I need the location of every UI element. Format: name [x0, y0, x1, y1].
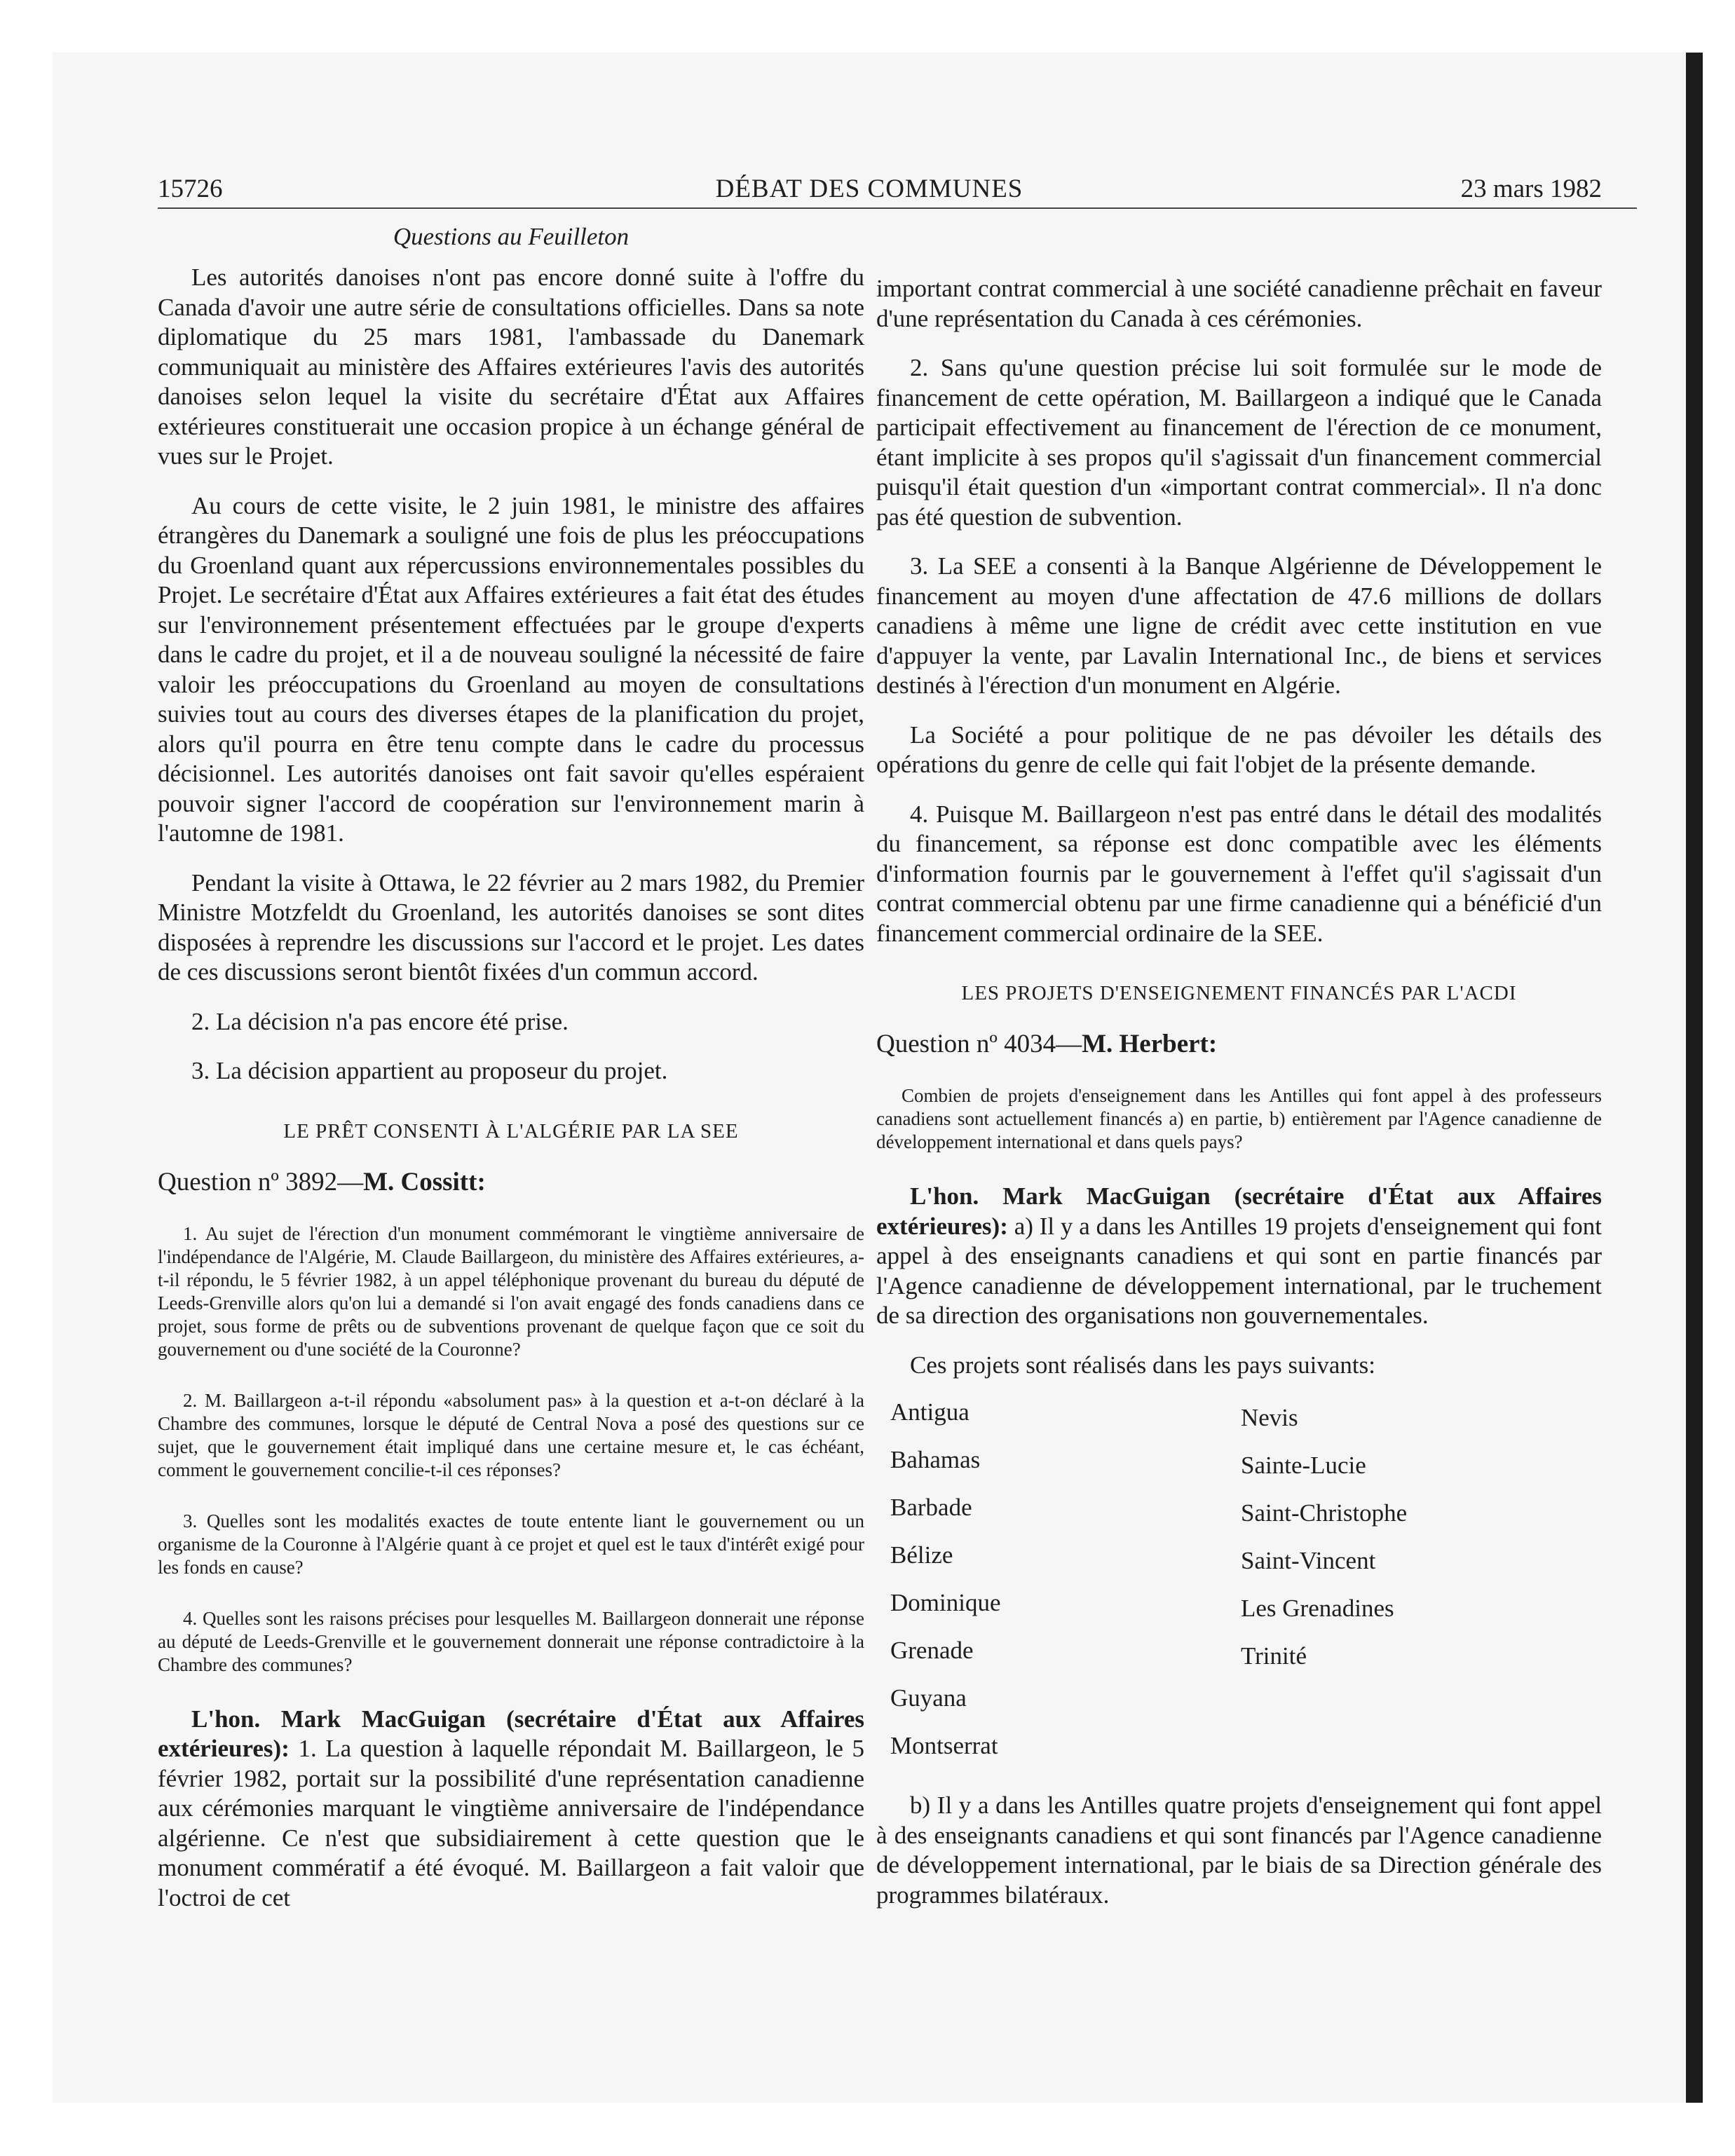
country-item: Dominique: [890, 1589, 1001, 1616]
country-item: Saint-Christophe: [1241, 1499, 1408, 1527]
paragraph: 2. La décision n'a pas encore été prise.: [191, 1007, 569, 1035]
countries-intro: Ces projets sont réalisés dans les pays suivants:: [910, 1351, 1375, 1379]
country-item: Bélize: [890, 1541, 953, 1569]
paragraph: 2. Sans qu'une question précise lui soit formulée sur le mode de financement de cette opération, M. Baillargeon a indiqué que le Canada participait effectivement au financement de l'érection de ce monument, étant implicite à ses propos qu'il s'agissait d'un financement commercial puisqu'il était question d'un «important contrat commercial». Il n'a donc pas été question de subvention.: [876, 354, 1602, 531]
question-item: 3. Quelles sont les modalités exactes de toute entente liant le gouvernement ou un organisme de la Couronne à l'Algérie quant à ce projet et quel est le taux d'intérêt exigé pour les fonds en cause?: [158, 1510, 864, 1578]
answer-paragraph: [158, 1705, 864, 1913]
country-item: Montserrat: [890, 1732, 998, 1759]
left-column: [158, 214, 864, 1913]
paragraph: 3. La décision appartient au proposeur du projet.: [191, 1057, 668, 1084]
document-page: [53, 53, 1686, 2103]
scan-edge: [1686, 53, 1703, 2103]
paragraph: Pendant la visite à Ottawa, le 22 février au 2 mars 1982, du Premier Ministre Motzfeldt du Groenland, les autorités danoises se sont dites disposées à reprendre les discussions sur l'accord et le projet. Les dates de ces discussions seront bientôt fixées d'un commun accord.: [158, 868, 864, 985]
header-rule: [158, 207, 1637, 209]
page-date: 23 mars 1982: [1460, 175, 1602, 203]
paragraph: 3. La SEE a consenti à la Banque Algérienne de Développement le financement au moyen d'une affectation de 47.6 millions de dollars canadiens à même une ligne de crédit avec cette institution en vue d'appuyer la vente, par Lavalin International Inc., de biens et services destinés à l'érection d'un monument en Algérie.: [876, 552, 1602, 699]
speaker-name: L'hon. Mark MacGuigan (secrétaire d'État aux Affaires extérieures):: [158, 1705, 864, 1762]
country-item: Barbade: [890, 1494, 972, 1521]
question-item: 2. M. Baillargeon a-t-il répondu «absolument pas» à la question et a-t-on déclaré à la Chambre des communes, lorsque le député de Central Nova a posé des questions sur ce sujet, que le gouvernement était impliqué dans une certaine mesure et, le cas échéant, comment le gouvernement concilie-t-il ces réponses?: [158, 1389, 864, 1480]
paragraph: b) Il y a dans les Antilles quatre projets d'enseignement qui font appel à des enseignants canadiens et qui sont financés par l'Agence canadienne de développement international, par le biais de sa Direction générale des programmes bilatéraux.: [876, 1792, 1602, 1909]
country-column: [1227, 1389, 1407, 1770]
question-heading: LE PRÊT CONSENTI À L'ALGÉRIE PAR LA SEE: [283, 1119, 739, 1142]
country-item: Antigua: [890, 1398, 969, 1426]
country-list: [876, 1389, 1602, 1770]
question-line: [876, 1028, 1602, 1060]
question-author: M. Cossitt:: [363, 1167, 486, 1196]
country-item: Les Grenadines: [1241, 1595, 1394, 1622]
country-item: Sainte-Lucie: [1241, 1452, 1366, 1479]
paragraph: Au cours de cette visite, le 2 juin 1981, le ministre des affaires étrangères du Danemark a souligné une fois de plus les préoccupations du Groenland quant aux répercussions environnementales possibles du Projet. Le secrétaire d'État aux Affaires extérieures a fait état des études sur l'environnement présentement effectuées par le groupe d'experts dans le cadre du projet, et il a de nouveau souligné la nécessité de faire valoir les préoccupations du Groenland au moyen de consultations suivies tout au cours des diverses étapes de la planification du projet, alors qu'il pourra en être tenu compte dans le cadre du processus décisionnel. Les autorités danoises ont fait savoir qu'elles espéraient pouvoir signer l'accord de coopération sur l'environnement marin à l'automne de 1981.: [158, 491, 864, 847]
answer-text: a) Il y a dans les Antilles 19 projets d'enseignement qui font appel à des enseignants canadiens et qui sont en partie financés par l'Agence canadienne de développement international, par le truchement de sa direction des organisations non gouvernementales.: [876, 1212, 1602, 1329]
running-title: DÉBAT DES COMMUNES: [715, 175, 1023, 203]
paragraph: La Société a pour politique de ne pas dévoiler les détails des opérations du genre de celle qui fait l'objet de la présente demande.: [876, 721, 1602, 778]
answer-paragraph: [876, 1182, 1602, 1331]
question-number: Question nº 4034—: [876, 1030, 1082, 1058]
speaker-name: L'hon. Mark MacGuigan (secrétaire d'État aux Affaires extérieures):: [876, 1182, 1602, 1240]
paragraph: Les autorités danoises n'ont pas encore donné suite à l'offre du Canada d'avoir une autre série de consultations officielles. Dans sa note diplomatique du 25 mars 1981, l'ambassade du Danemark communiquait au ministère des Affaires extérieures l'avis des autorités danoises selon lequel la visite du secrétaire d'État aux Affaires extérieures constituerait une occasion propice à un échange général de vues sur le Projet.: [158, 264, 864, 470]
question-item: 1. Au sujet de l'érection d'un monument commémorant le vingtième anniversaire de l'indépendance de l'Algérie, M. Claude Baillargeon, du ministère des Affaires extérieures, a-t-il répondu, le 5 février 1982, à un appel téléphonique provenant du bureau du député de Leeds-Grenville alors qu'on lui a demandé si l'on avait engagé des fonds canadiens dans ce projet, sous forme de prêts ou de subventions provenant de quelque façon que ce soit du gouvernement ou d'une société de la Couronne?: [158, 1222, 864, 1360]
question-author: M. Herbert:: [1082, 1030, 1218, 1058]
question-line: [158, 1166, 864, 1199]
country-item: Nevis: [1241, 1404, 1298, 1431]
question-number: Question nº 3892—: [158, 1167, 364, 1196]
country-item: Guyana: [890, 1684, 967, 1712]
country-item: Saint-Vincent: [1241, 1547, 1376, 1574]
country-item: Grenade: [890, 1637, 974, 1664]
question-heading: LES PROJETS D'ENSEIGNEMENT FINANCÉS PAR L'ACDI: [961, 982, 1517, 1004]
right-column: [876, 274, 1602, 1910]
question-text: [158, 1222, 864, 1677]
country-column: [876, 1389, 1227, 1770]
paragraph: 4. Puisque M. Baillargeon n'est pas entré dans le détail des modalités du financement, sa réponse est donc compatible avec les éléments d'information fournis par le gouvernement à l'effet qu'il s'agissait d'un contrat commercial obtenu par une firme canadienne qui a bénéficié d'un financement commercial ordinaire de la SEE.: [876, 800, 1602, 947]
answer-text: 1. La question à laquelle répondait M. Baillargeon, le 5 février 1982, portait sur la possibilité d'une représentation canadienne aux cérémonies marquant le vingtième anniversaire de l'indépendance algérienne. Ce n'est que subsidiairement à cette question que le monument commératif a été évoqué. M. Baillargeon a fait valoir que l'octroi de cet: [158, 1735, 864, 1911]
question-item: 4. Quelles sont les raisons précises pour lesquelles M. Baillargeon donnerait une réponse au député de Leeds-Grenville et le gouvernement donnerait une réponse contradictoire à la Chambre des communes?: [158, 1607, 864, 1675]
section-title: Questions au Feuilleton: [393, 223, 630, 250]
country-item: Bahamas: [890, 1446, 981, 1473]
page-number: 15726: [158, 175, 223, 203]
country-item: Trinité: [1241, 1642, 1307, 1670]
paragraph: important contrat commercial à une société canadienne prêchait en faveur d'une représentation du Canada à ces cérémonies.: [876, 275, 1602, 332]
question-item: Combien de projets d'enseignement dans les Antilles qui font appel à des professeurs canadiens sont actuellement financés a) en partie, b) entièrement par l'Agence canadienne de développement international et dans quels pays?: [876, 1085, 1602, 1152]
